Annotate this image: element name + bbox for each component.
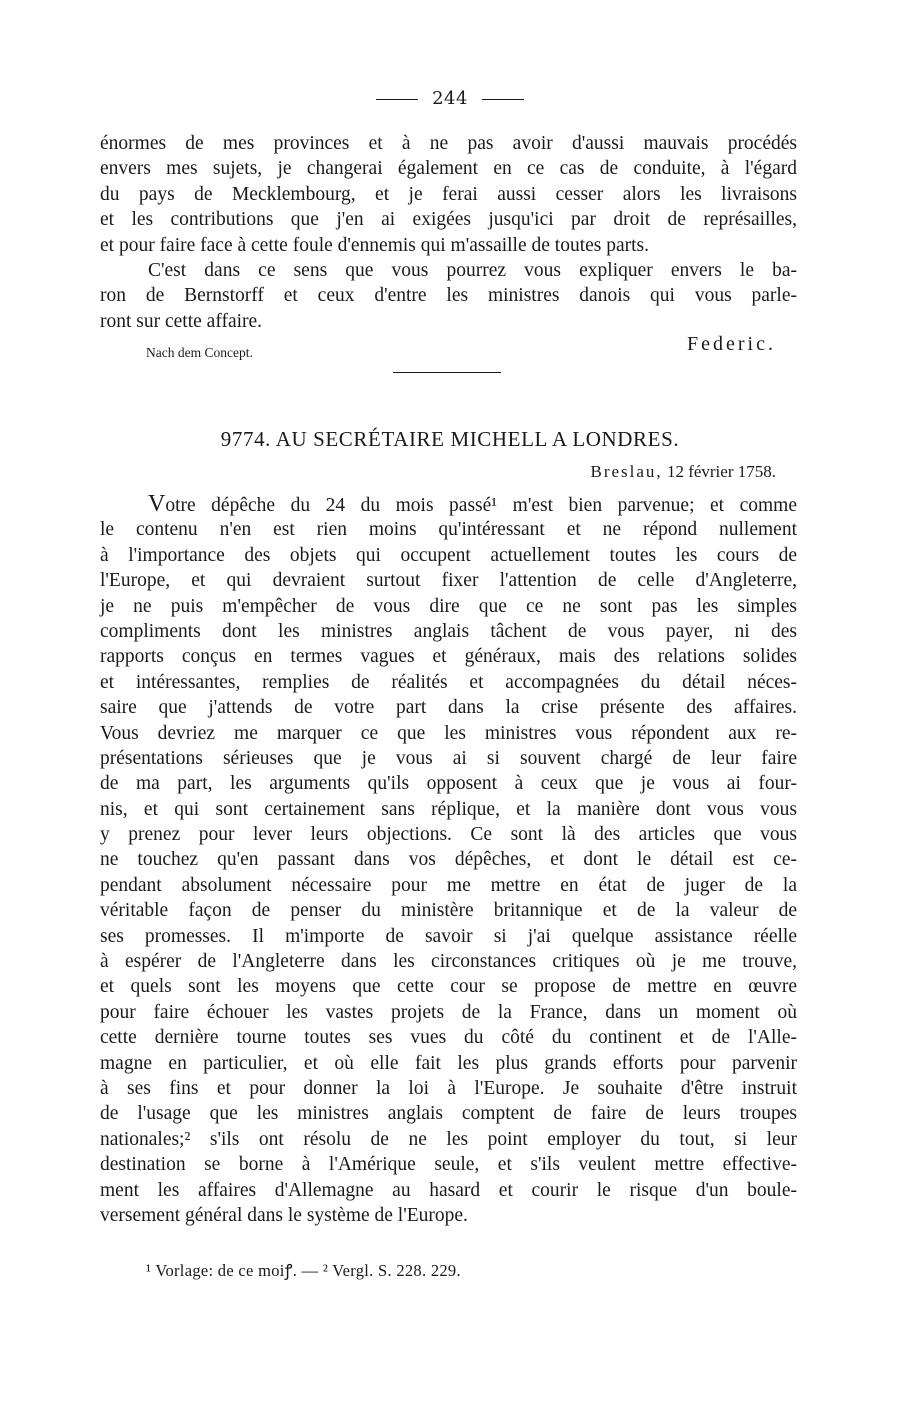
text-line: nis, et qui sont certainement sans réplique, et la manière dont vous vous — [100, 798, 797, 820]
text-line: et pour faire face à cette foule d'ennemis qui m'assaille de toutes parts. — [100, 234, 650, 256]
text-line: je ne puis m'empêcher de vous dire que ce ne sont pas les simples — [100, 595, 797, 617]
page-number: 244 — [432, 88, 468, 109]
text-line: Vous devriez me marquer ce que les ministres vous répondent aux re- — [100, 722, 797, 744]
text-line: de l'usage que les ministres anglais comptent de faire de leurs troupes — [100, 1103, 797, 1125]
source-note: Nach dem Concept. — [146, 345, 253, 360]
text-line: versement général dans le système de l'Europe. — [100, 1204, 468, 1226]
text-line: nationales;² s'ils ont résolu de ne les point employer du tout, si leur — [100, 1128, 797, 1150]
text-line: cette dernière tourne toutes ses vues du côté du continent et de l'Alle- — [100, 1027, 797, 1049]
signature: Federic. — [687, 333, 776, 355]
text-line: et quels sont les moyens que cette cour se propose de mettre en œuvre — [100, 976, 797, 998]
text-line: saire que j'attends de votre part dans la crise présente des affaires. — [100, 697, 797, 719]
text-line: à ses fins et pour donner la loi à l'Europe. Je souhaite d'être instruit — [100, 1077, 797, 1099]
text-line: de ma part, les arguments qu'ils opposent à ceux que je vous ai four- — [100, 773, 797, 795]
text-line: l'Europe, et qui devraient surtout fixer l'attention de celle d'Angleterre, — [100, 570, 797, 592]
text-line: le contenu n'en est rien moins qu'intéressant et ne répond nullement — [100, 519, 797, 541]
text-line: du pays de Mecklembourg, et je ferai aussi cesser alors les livraisons — [100, 183, 797, 205]
text-line: énormes de mes provinces et à ne pas avoir d'aussi mauvais procédés — [100, 133, 797, 154]
dateline-date: 12 février 1758. — [666, 462, 776, 481]
continued-text — [100, 131, 797, 334]
text-line: C'est dans ce sens que vous pourrez vous expliquer envers le ba- — [148, 259, 797, 281]
text-line: magne en particulier, et où elle fait les plus grands efforts pour parvenir — [100, 1052, 797, 1074]
text-line: rapports conçus en termes vagues et généraux, mais des relations solides — [100, 646, 797, 668]
text-line: et les contributions que j'en ai exigées jusqu'ici par droit de représailles, — [100, 209, 797, 231]
page-header — [0, 88, 900, 109]
letter-heading: 9774. AU SECRÉTAIRE MICHELL A LONDRES. — [220, 427, 680, 451]
text-line: ron de Bernstorff et ceux d'entre les ministres danois qui vous parle- — [100, 285, 797, 307]
text-line: à espérer de l'Angleterre dans les circonstances critiques où je me trouve, — [100, 951, 797, 973]
text-line: véritable façon de penser du ministère britannique et de la valeur de — [100, 900, 797, 922]
dateline-place: Breslau, — [590, 462, 663, 481]
text-line: à l'importance des objets qui occupent actuellement toutes les cours de — [100, 544, 797, 566]
text-line: présentations sérieuses que je vous ai si souvent chargé de leur faire — [100, 747, 797, 769]
section-divider — [393, 372, 501, 373]
text-line: y prenez pour lever leurs objections. Ce sont là des articles que vous — [100, 824, 797, 846]
header-dash-right — [482, 99, 524, 100]
text-line: compliments dont les ministres anglais tâchent de vous payer, ni des — [100, 620, 797, 642]
text-line: envers mes sujets, je changerai également en ce cas de conduite, à l'égard — [100, 158, 797, 180]
text-line: ront sur cette affaire. — [100, 310, 263, 332]
text-line: Votre dépêche du 24 du mois passé¹ m'est bien parvenue; et comme — [148, 491, 797, 517]
letter-body — [100, 492, 797, 1228]
text-line: ne touchez qu'en passant dans vos dépêches, et dont le détail est ce- — [100, 849, 797, 871]
header-dash-left — [376, 99, 418, 100]
text-line: et intéressantes, remplies de réalités et accompagnées du détail néces- — [100, 671, 797, 693]
text-line: pour faire échouer les vastes projets de la France, dans un moment où — [100, 1001, 797, 1023]
text-line: ses promesses. Il m'importe de savoir si j'ai quelque assistance réelle — [100, 925, 797, 947]
text-line: pendant absolument nécessaire pour me mettre en état de juger de la — [100, 874, 797, 896]
text-line: ment les affaires d'Allemagne au hasard et courir le risque d'un boule- — [100, 1179, 797, 1201]
text-line: destination se borne à l'Amérique seule, et s'ils veulent mettre effective- — [100, 1154, 797, 1176]
footnotes: ¹ Vorlage: de ce moiꝭ. — ² Vergl. S. 228. 229. — [146, 1261, 461, 1280]
dateline — [591, 462, 777, 482]
